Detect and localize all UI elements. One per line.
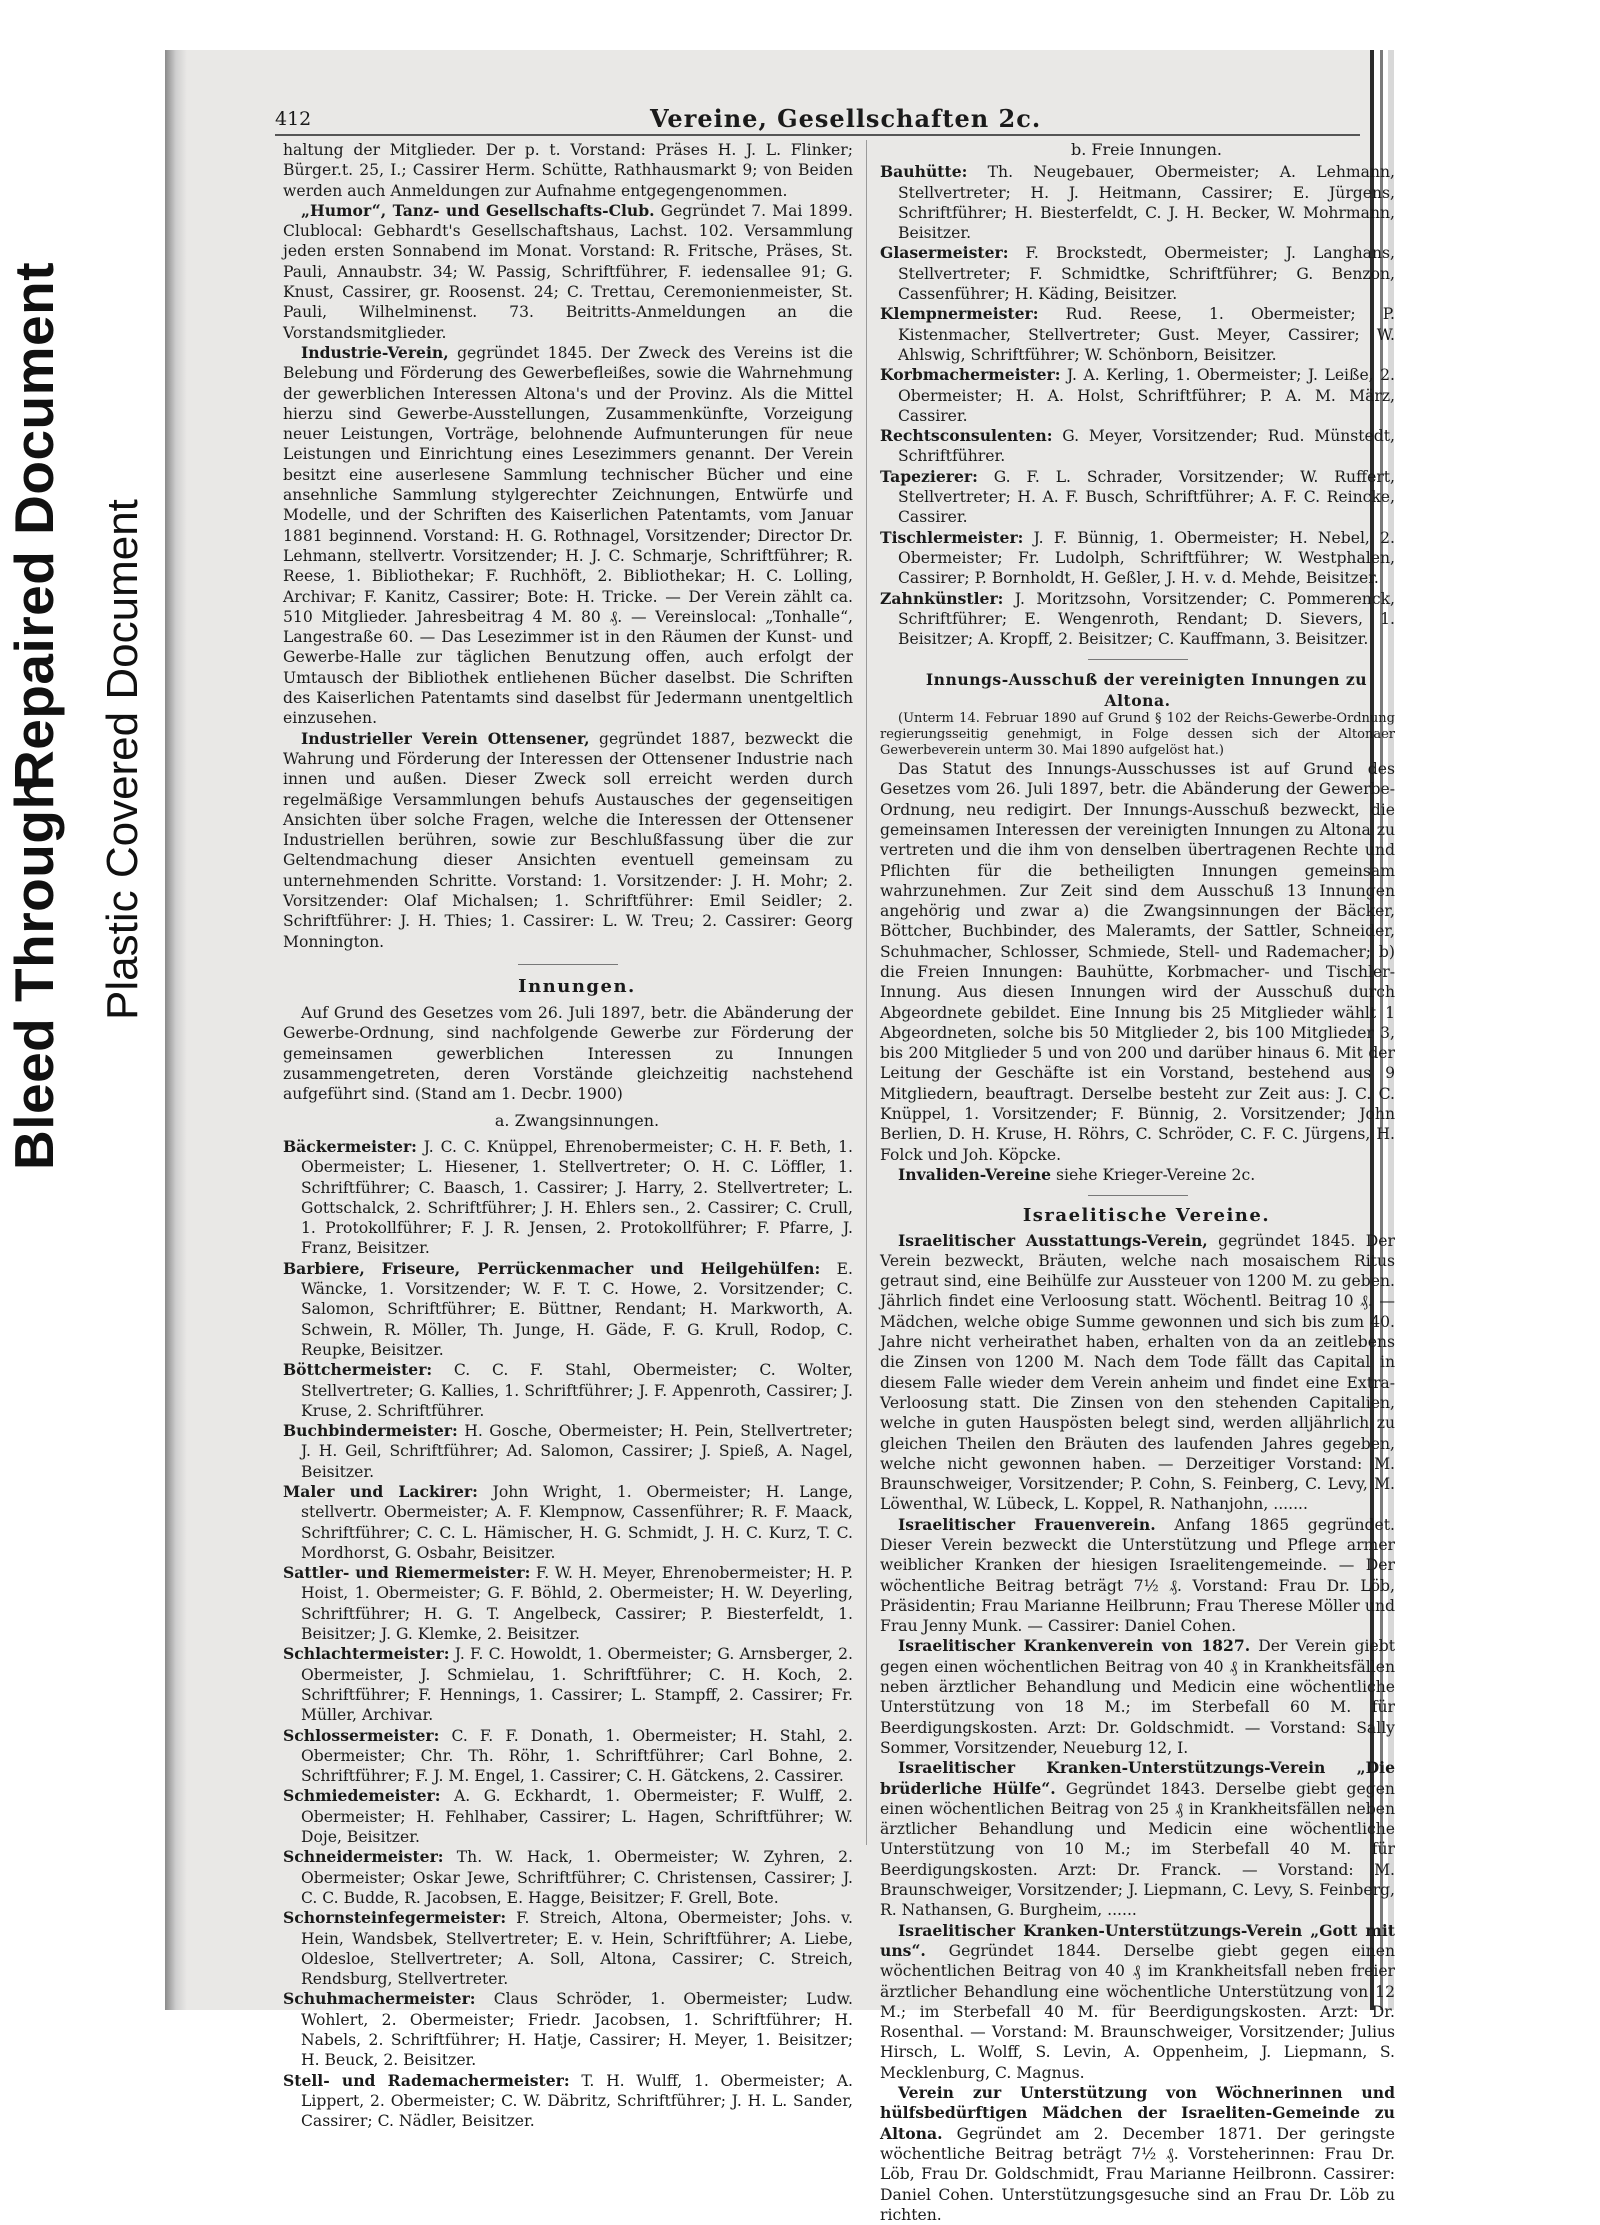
item-text: E. Wäncke, 1. Vorsitzender; W. F. T. C. Howe, 2. Vorsitzender; C. Salomon, Schriftführer; E. Büttner, Rendant; H. Markworth, A. Schwein, R. Möller, Th. Junge, H. Gäde, F. G. Krull, Rodop, C. Reupke, Beisitzer. bbox=[301, 1259, 853, 1359]
club-title: „Humor“, Tanz- und Gesellschafts-Club. bbox=[301, 200, 655, 220]
list-item bbox=[880, 467, 1395, 528]
subsection-heading: a. Zwangsinnungen. bbox=[494, 1110, 660, 1130]
list-item bbox=[880, 304, 1395, 365]
item-name: Tischlermeister: bbox=[880, 527, 1024, 547]
item-text: C. C. F. Stahl, Obermeister; C. Wolter, Stellvertreter; G. Kallies, 1. Schriftführer; J. F. Appenroth, Cassirer; J. Kruse, 2. Schriftführer. bbox=[301, 1361, 853, 1420]
item-name: Zahnkünstler: bbox=[880, 588, 1004, 608]
item-text: Anfang 1865 gegründet. Dieser Verein bezweckt die Unterstützung und Pflege armer weiblicher Kranken der hiesigen Israelitengemeinde. — Der wöchentliche Beitrag beträgt 7½ ₰. Vorstand: Frau Dr. Löb, Präsidentin; Frau Marianne Heilbrunn; Frau Therese Möller und Frau Jenny Munk. — Cassirer: Daniel Cohen. bbox=[880, 1515, 1395, 1636]
section-note: (Unterm 14. Februar 1890 auf Grund § 102 der Reichs-Gewerbe-Ordnung regierungsseitig genehmigt, in Folge dessen sich der Altonaer Gewerbeverein unterm 30. Mai 1890 aufgelöst hat.) bbox=[880, 711, 1395, 759]
item-text: Claus Schröder, 1. Obermeister; Ludw. Wohlert, 2. Obermeister; Friedr. Jacobsen, 1. Schriftführer; H. Nabels, 2. Schriftführer; H. Hatje, Cassirer; H. Meyer, 1. Beisitzer; H. Beuck, 2. Beisitzer. bbox=[301, 1990, 853, 2070]
item-name: Schlachtermeister: bbox=[283, 1644, 450, 1664]
club-entry: Industrieller Verein Ottensener, gegründet 1887, bezweckt die Wahrung und Förderung der Interessen der Ottensener Industrie nach innen und außen. Dieser Zweck soll erreicht werden durch regelmäßige Versammlungen behufs Austausches der gegenseitigen Ansichten über solche Fragen, welche die Interessen der Ottensener Industriellen berühren, sowie zur Beschlußfassung über die zur Geltendmachung dieser Ansichten eventuell gemeinsam zu unternehmenden Schritte. Vorstand: 1. Vorsitzender: J. H. Mohr; 2. Vorsitzender: Olaf Michalsen; 1. Schriftführer: Emil Seidler; 2. Schriftführer: J. H. Thies; 1. Cassirer: L. W. Treu; 2. Cassirer: Georg Monnington. bbox=[283, 728, 853, 951]
page-shadow-edge bbox=[165, 50, 187, 2010]
club-title: Industrieller Verein Ottensener, bbox=[301, 728, 590, 748]
item-name: Stell- und Rademachermeister: bbox=[283, 2070, 570, 2090]
list-item bbox=[880, 589, 1395, 650]
list-item bbox=[283, 1786, 853, 1847]
club-entry: Invaliden-Vereine siehe Krieger-Vereine 2c. bbox=[898, 1164, 1256, 1184]
club-entry: Industrie-Verein, gegründet 1845. Der Zweck des Vereins ist die Belebung und Förderung des Gewerbefleißes, sowie die Wahrnehmung der gewerblichen Interessen Altona's und der Provinz. Als die Mittel hierzu sind Gewerbe-Ausstellungen, Zusammenkünfte, Vorzeigung neuer Leistungen, Vorträge, belohnende Aufmunterungen für neue Leistungen und Einrichtung eines Lesezimmers genannt. Der Verein besitzt eine auserlesene Sammlung technischer Bücher und eine ansehnliche Sammlung stylgerechter Zeichnungen, Entwürfe und Modelle, und der Schriften des Kaiserlichen Patentamts, vom Januar 1881 beginnend. Vorstand: H. G. Rothnagel, Vorsitzender; Director Dr. Lehmann, stellvertr. Vorsitzender; H. J. C. Schmarje, Schriftführer; R. Reese, 1. Bibliothekar; F. Ruchhöft, 2. Bibliothekar; H. C. Lolling, Archivar; F. Kanitz, Cassirer; Bote: H. Tricke. — Der Verein zählt ca. 510 Mitglieder. Jahresbeitrag 4 M. 80 ₰. — Vereinslocal: „Tonhalle“, Langestraße 60. — Das Lesezimmer ist in den Räumen der Kunst- und Gewerbe-Halle zur täglichen Benutzung offen, auch erfolgt der Umtausch der Bibliothek entliehenen Bücher daselbst. Die Schriften des Kaiserlichen Patentamts sind daselbst für Jedermann unentgeltlich einzusehen. bbox=[283, 342, 853, 728]
list-item bbox=[880, 1231, 1395, 1515]
list-item bbox=[283, 1360, 853, 1421]
item-name: Glasermeister: bbox=[880, 243, 1009, 263]
label-plastic-covered-document: Plastic Covered Document bbox=[98, 499, 147, 1020]
item-name: Schlossermeister: bbox=[283, 1725, 440, 1745]
left-column bbox=[283, 140, 853, 2132]
item-text: J. F. C. Howoldt, 1. Obermeister; G. Arnsberger, 2. Obermeister, J. Schmielau, 1. Schriftführer; C. H. Koch, 2. Schriftführer; F. Hennings, 1. Cassirer; L. Stampff, 2. Cassirer; Fr. Müller, Archivar. bbox=[301, 1645, 853, 1725]
association-list bbox=[880, 1231, 1395, 2225]
subsection-heading: b. Freie Innungen. bbox=[1071, 140, 1222, 159]
list-item bbox=[283, 1563, 853, 1644]
item-text: Der Verein giebt gegen einen wöchentlichen Beitrag von 40 ₰ in Krankheitsfällen neben ärztlicher Behandlung und Medicin eine wöchentliche Unterstützung von 18 M.; im Sterbefall 60 M. für Beerdigungskosten. Arzt: Dr. Goldschmidt. — Vorstand: Sally Sommer, Vorsitzender, Neueburg 12, I. bbox=[880, 1637, 1395, 1757]
item-text: J. F. Bünnig, 1. Obermeister; H. Nebel, 2. Obermeister; Fr. Ludolph, Schriftführer; W. Westphalen, Cassirer; P. Bornholdt, H. Geßler, J. H. v. d. Mehde, Beisitzer. bbox=[898, 528, 1395, 588]
item-name: Schuhmachermeister: bbox=[283, 1989, 476, 2009]
list-item bbox=[283, 1644, 853, 1725]
item-text: John Wright, 1. Obermeister; H. Lange, stellvertr. Obermeister; A. F. Klempnow, Cassenführer; R. F. Maack, Schriftführer; C. C. L. Hämischer, H. G. Schmidt, J. H. C. Kurz, T. C. Mordhorst, G. Osbahr, Beisitzer. bbox=[301, 1483, 853, 1562]
running-title: Vereine, Gesellschaften 2c. bbox=[650, 104, 1042, 133]
item-text: Rud. Reese, 1. Obermeister; P. Kistenmacher, Stellvertreter; Gust. Meyer, Cassirer; W. Ahlswig, Schriftführer; W. Schönborn, Beisitzer. bbox=[898, 305, 1395, 364]
item-name: Buchbindermeister: bbox=[283, 1421, 458, 1441]
guild-list bbox=[283, 1137, 853, 2132]
item-text: J. A. Kerling, 1. Obermeister; J. Leiße, 2. Obermeister; H. A. Holst, Schriftführer; P. A. M. März, Cassirer. bbox=[898, 366, 1395, 425]
list-item bbox=[880, 2083, 1395, 2225]
list-item bbox=[283, 1421, 853, 1482]
label-repaired-document: Repaired Document bbox=[3, 261, 65, 790]
item-text: F. Streich, Altona, Obermeister; Johs. v. Hein, Wandsbek, Stellvertreter; E. v. Hein, Schriftführer; A. Liebe, Oldesloe, Stellvertreter; A. Soll, Altona, Cassirer; C. Streich, Rendsburg, Stellvertreter. bbox=[301, 1909, 853, 1989]
item-name: Barbiere, Friseure, Perrückenmacher und Heilgehülfen: bbox=[283, 1258, 821, 1278]
item-name: Maler und Lackirer: bbox=[283, 1482, 478, 1501]
header-rule bbox=[275, 134, 1360, 136]
item-name: Bauhütte: bbox=[880, 162, 968, 182]
item-text: F. Brockstedt, Obermeister; J. Langhans, Stellvertreter; F. Schmidtke, Schriftführer; G. Benzon, Cassenführer; H. Käding, Beisitzer. bbox=[898, 244, 1395, 304]
list-item bbox=[283, 1259, 853, 1360]
item-name: Israelitischer Kranken-Unterstützungs-Verein „Gott mit uns“. bbox=[880, 1920, 1395, 1960]
item-name: Böttchermeister: bbox=[283, 1360, 433, 1380]
item-name: Schmiedemeister: bbox=[283, 1786, 441, 1806]
item-text: Gegründet am 2. December 1871. Der geringste wöchentliche Beitrag beträgt 7½ ₰. Vorsteherinnen: Frau Dr. Löb, Frau Dr. Goldschmidt, Frau Marianne Heilbronn. Cassirer: Daniel Cohen. Unterstützungsgesuche sind an Frau Dr. Löb zu richten. bbox=[880, 2124, 1395, 2224]
item-name: Tapezierer: bbox=[880, 466, 978, 486]
list-item bbox=[880, 1515, 1395, 1637]
item-text: Gegründet 1843. Derselbe giebt gegen einen wöchentlichen Beitrag von 25 ₰ in Krankheitsfällen neben ärztlicher Behandlung und Medicin eine wöchentliche Unterstützung von 10 M.; im Sterbefall 40 M. für Beerdigungskosten. Arzt: Dr. Franck. — Vorstand: M. Braunschweiger, Vorsitzender; J. Liepmann, C. Levy, S. Feinberg, R. Nathansen, G. Burgheim, ...... bbox=[880, 1779, 1395, 1920]
list-item bbox=[283, 1137, 853, 1259]
item-name: Schornsteinfegermeister: bbox=[283, 1908, 507, 1928]
section-heading: Innungs-Ausschuß der vereinigten Innungen zu Altona. bbox=[925, 670, 1368, 710]
item-name: Klempnermeister: bbox=[880, 304, 1039, 324]
right-column bbox=[880, 140, 1395, 2225]
section-separator bbox=[518, 964, 618, 965]
item-name: Sattler- und Riemermeister: bbox=[283, 1563, 531, 1583]
list-item bbox=[283, 2071, 853, 2132]
item-text: C. F. F. Donath, 1. Obermeister; H. Stahl, 2. Obermeister; Chr. Th. Röhr, 1. Schriftführer; Carl Bohne, 2. Schriftführer; F. J. M. Engel, 1. Cassirer; C. H. Gätckens, 2. Cassirer. bbox=[301, 1726, 853, 1786]
section-body: Das Statut des Innungs-Ausschusses ist auf Grund des Gesetzes vom 26. Juli 1897, betr. die Abänderung der Gewerbe-Ordnung, neu redigirt. Der Innungs-Ausschuß bezweckt, die gemeinsamen Interessen der vereinigten Innungen zu Altona zu vertreten und die ihm von denselben übertragenen Rechte und Pflichten für die betheiligten Innungen gemeinsam wahrzunehmen. Zur Zeit sind dem Ausschuß 13 Innungen angehörig und zwar a) die Zwangsinnungen der Bäcker, Böttcher, Buchbinder, des Maleramts, der Sattler, Schneider, Schuhmacher, Schlosser, Schmiede, Stell- und Rademacher; b) die Freien Innungen: Bauhütte, Korbmacher- und Tischler-Innung. Aus diesen Innungen wird der Ausschuß durch Abgeordnete gebildet. Eine Innung bis 25 Mitglieder wählt 1 Abgeordneten, solche bis 50 Mitglieder 2, bis 100 Mitglieder 3, bis 200 Mitglieder 5 und von 200 und darüber hinaus 6. Mit der Leitung der Geschäfte ist ein Vorstand, bestehend aus 9 Mitgliedern, beauftragt. Derselbe besteht zur Zeit aus: J. C. C. Knüppel, 1. Vorsitzender; F. Bünnig, 2. Vorsitzender; John Berlien, D. H. Kruse, H. Röhrs, C. Schröder, C. F. C. Jürgens, H. Folck und Joh. Köpcke. bbox=[880, 760, 1395, 1164]
list-item bbox=[880, 426, 1395, 467]
item-name: Korbmachermeister: bbox=[880, 365, 1061, 385]
list-item bbox=[880, 1758, 1395, 1920]
item-text: J. Moritzsohn, Vorsitzender; C. Pommerenck, Schriftführer; E. Wengenroth, Rendant; D. Sievers, 1. Beisitzer; A. Kropff, 2. Beisitzer; C. Kauffmann, 3. Beisitzer. bbox=[898, 589, 1395, 649]
guild-list bbox=[880, 162, 1395, 649]
club-entry: „Humor“, Tanz- und Gesellschafts-Club. Gegründet 7. Mai 1899. Clublocal: Gebhardt's Gesellschaftshaus, Lachst. 102. Versammlung jeden ersten Sonnabend im Monat. Vorstand: R. Fritsche, Präses, St. Pauli, Annaubstr. 34; W. Passig, Schriftführer, F. iedensallee 91; G. Knust, Cassirer, gr. Roosenst. 24; C. Trettau, Ceremonienmeister, St. Pauli, Wilhelminenst. 73. Beitritts-Anmeldungen an die Vorstandsmitglieder. bbox=[283, 200, 853, 342]
scan-annotation-labels bbox=[0, 150, 150, 1170]
column-divider bbox=[866, 140, 867, 1845]
item-text: G. F. L. Schrader, Vorsitzender; W. Ruffert, Stellvertreter; H. A. F. Busch, Schriftführer; A. F. C. Reincke, Cassirer. bbox=[898, 467, 1396, 527]
list-item bbox=[880, 243, 1395, 304]
list-item bbox=[880, 1921, 1395, 2083]
list-item bbox=[880, 365, 1395, 426]
item-text: Th. Neugebauer, Obermeister; A. Lehmann, Stellvertreter; H. J. Heitmann, Cassirer; E. Jürgens, Schriftführer; H. Biesterfeldt, C. J. H. Becker, W. Mohrmann, Beisitzer. bbox=[898, 163, 1395, 243]
section-separator bbox=[1088, 659, 1188, 660]
item-text: G. Meyer, Vorsitzender; Rud. Münstedt, Schriftführer. bbox=[898, 427, 1395, 466]
section-separator bbox=[1088, 1195, 1188, 1196]
item-text: gegründet 1845. Der Verein bezweckt, Bräuten, welche nach mosaischem Ritus getraut sind, eine Beihülfe zur Aussteuer von 1200 M. zu geben. Jährlich findet eine Verloosung statt. Wöchentl. Beitrag 10 ₰. — Mädchen, welche obige Summe gewonnen und sich bis zum 40. Jahre nicht verheirathet haben, erhalten von da an zeitlebens die Zinsen von 1200 M. Nach dem Tode fällt das Capital in diesem Falle wieder dem Verein anheim und findet eine Extra-Verloosung statt. Die Zinsen von den stehenden Capitalien, welche in guten Hauspösten belegt sind, werden alljährlich zu gleichen Theilen den Bräuten des laufenden Jahres gegeben, welche nicht gewonnen haben. — Derzeitiger Vorstand: M. Braunschweiger, Vorsitzender; P. Cohn, S. Feinberg, C. Levy, M. Löwenthal, W. Lübeck, L. Koppel, R. Nathanjohn, ....... bbox=[880, 1231, 1395, 1514]
list-item bbox=[283, 1847, 853, 1908]
item-name: Israelitischer Frauenverein. bbox=[898, 1514, 1156, 1534]
club-title: Industrie-Verein, bbox=[301, 342, 449, 362]
item-text: T. H. Wulff, 1. Obermeister; A. Lippert, 2. Obermeister; C. W. Däbritz, Schriftführer; J. H. L. Sander, Cassirer; C. Nädler, Beisitzer. bbox=[301, 2071, 854, 2131]
list-item bbox=[880, 1636, 1395, 1758]
item-name: Israelitischer Krankenverein von 1827. bbox=[898, 1636, 1251, 1656]
list-item bbox=[283, 1726, 853, 1787]
item-text: Th. W. Hack, 1. Obermeister; W. Zyhren, 2. Obermeister; Oskar Jewe, Schriftführer; C. Christensen, Cassirer; J. C. C. Budde, R. Jacobsen, E. Hagge, Beisitzer; F. Grell, Bote. bbox=[301, 1848, 853, 1907]
label-bleed-through: Bleed Through bbox=[3, 775, 65, 1170]
intro-paragraph: haltung der Mitglieder. Der p. t. Vorstand: Präses H. J. L. Flinker; Bürger.t. 25, I.; Cassirer Herm. Schütte, Rathhausmarkt 9; von Beiden werden auch Anmeldungen zur Aufnahme entgegengenommen. bbox=[283, 141, 853, 200]
list-item bbox=[283, 1908, 853, 1989]
item-text: Gegründet 1844. Derselbe giebt gegen einen wöchentlichen Beitrag von 40 ₰ im Krankheitsfall neben freier ärztlicher Behandlung eine wöchentliche Unterstützung von 12 M.; im Sterbefall 40 M. für Beerdigungskosten. Arzt: Dr. Rosenthal. — Vorstand: M. Braunschweiger, Vorsitzender; Julius Hirsch, L. Wolff, S. Levin, A. Oppenheim, J. Liepmann, S. Mecklenburg, C. Magnus. bbox=[880, 1941, 1395, 2082]
item-text: H. Gosche, Obermeister; H. Pein, Stellvertreter; J. H. Geil, Schriftführer; Ad. Salomon, Cassirer; J. Spieß, A. Nagel, Beisitzer. bbox=[301, 1422, 853, 1481]
item-name: Israelitischer Ausstattungs-Verein, bbox=[898, 1230, 1208, 1250]
item-text: J. C. C. Knüppel, Ehrenobermeister; C. H. F. Beth, 1. Obermeister; L. Hiesener, 1. Stellvertreter; O. H. C. Löffler, 1. Schriftführer; C. Baasch, 1. Cassirer; J. Harry, 2. Stellvertreter; L. Gottschalck, 2. Schriftführer; J. H. Ehlers sen., 2. Cassirer; C. Crull, 1. Protokollführer; F. J. R. Jensen, 2. Protokollführer; F. Pfarre, J. Franz, Beisitzer. bbox=[301, 1137, 853, 1258]
list-item bbox=[880, 528, 1395, 589]
page-number: 412 bbox=[275, 108, 312, 130]
section-heading: Israelitische Vereine. bbox=[1022, 1205, 1271, 1227]
item-text: F. W. H. Meyer, Ehrenobermeister; H. P. Hoist, 1. Obermeister; G. F. Böhld, 2. Obermeister; H. W. Deyerling, Schriftführer; H. G. T. Angelbeck, Cassirer; P. Biesterfeldt, 1. Beisitzer; J. G. Klemke, 2. Beisitzer. bbox=[301, 1564, 853, 1644]
list-item bbox=[283, 1482, 853, 1563]
item-name: Verein zur Unterstützung von Wöchnerinnen und hülfsbedürftigen Mädchen der Israeliten-Gemeinde zu Altona. bbox=[880, 2083, 1395, 2143]
list-item bbox=[880, 162, 1395, 243]
item-name: Bäckermeister: bbox=[283, 1136, 417, 1156]
section-heading: Innungen. bbox=[518, 975, 636, 997]
list-item bbox=[283, 1989, 853, 2070]
item-name: Israelitischer Kranken-Unterstützungs-Verein „Die brüderliche Hülfe“. bbox=[880, 1758, 1395, 1798]
section-intro: Auf Grund des Gesetzes vom 26. Juli 1897, betr. die Abänderung der Gewerbe-Ordnung, sind nachfolgende Gewerbe zur Förderung der gemeinsamen gewerblichen Interessen zu Innungen zusammengetreten, deren Vorstände gleichzeitig nachstehend aufgeführt sind. (Stand am 1. Decbr. 1900) bbox=[283, 1004, 853, 1104]
item-name: Rechtsconsulenten: bbox=[880, 426, 1053, 446]
item-name: Schneidermeister: bbox=[283, 1847, 444, 1867]
item-text: A. G. Eckhardt, 1. Obermeister; F. Wulff, 2. Obermeister; H. Fehlhaber, Cassirer; L. Hagen, Schriftführer; W. Doje, Beisitzer. bbox=[301, 1787, 853, 1847]
